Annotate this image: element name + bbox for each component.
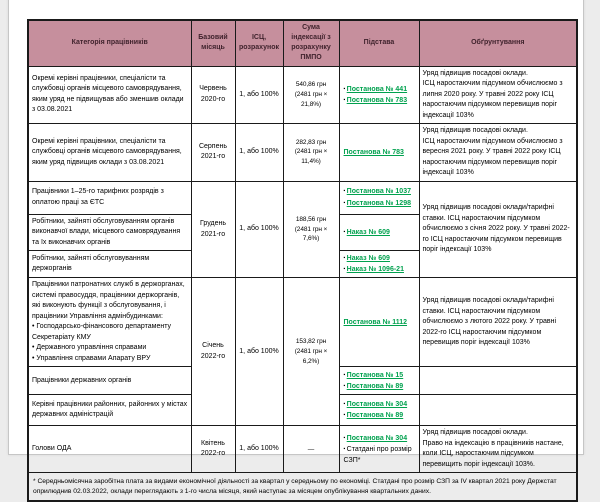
basis-link[interactable]: Постанова № 89 (346, 412, 404, 420)
footnote-row (28, 473, 577, 501)
base-month-cell: Червень 2020-го (191, 66, 235, 124)
basis-cell (339, 214, 419, 251)
icp-cell: 1, або 100% (235, 278, 283, 426)
basis-item (344, 410, 416, 421)
basis-item (344, 186, 416, 197)
indexation-table (27, 19, 578, 502)
basis-item (344, 227, 416, 238)
category-cell: Окремі керівні працівники, спеціалісти та службовці органів місцевого самоврядування, яким уряд підвищив оклади з 03.08.2021 (28, 124, 191, 182)
basis-text: Статдані про розмір СЗП* (343, 445, 412, 465)
category-cell: Робітники, зайняті обслуговуванням держорганів (28, 251, 191, 278)
basis-item (344, 381, 416, 392)
basis-link[interactable]: Постанова № 1298 (346, 199, 411, 207)
justification-cell: Уряд підвищив посадові оклади/тарифні ставки. ІСЦ наростаючим підсумком обчислюємо з лютого 2022 року. У травні 2022-го ІСЦ наростаючим підсумком перевищив поріг індексації 103% (419, 278, 577, 367)
category-cell: Окремі керівні працівники, спеціалісти та службовці органів місцевого самоврядування, яким уряд не підвищував або зменшив оклади з 03.08.2021 (28, 66, 191, 124)
basis-item (344, 370, 416, 381)
category-cell: Працівники патронатних служб в держорганах, системі правосуддя, працівники держорганів, які виконують функції з обслуговування, і працівники Управління адмінбудинками: • Господарсько-фінансового департаменту Секретаріату КМУ • Державного управління справами • Управління справами Апарату ВРУ (28, 278, 191, 367)
justification-cell-empty (419, 395, 577, 426)
col-header-icp: ІСЦ, розрахунок (235, 20, 283, 66)
basis-item (344, 198, 416, 209)
basis-cell (339, 367, 419, 395)
table-row (28, 66, 577, 124)
base-month-cell: Квітень 2022-го (191, 426, 235, 473)
basis-cell (339, 124, 419, 182)
basis-link[interactable]: Постанова № 304 (346, 434, 408, 442)
category-cell: Робітники, зайняті обслуговуванням органів виконавчої влади, місцевого самоврядування та їх виконавчих органів (28, 214, 191, 251)
base-month-cell: Січень 2022-го (191, 278, 235, 426)
basis-item (344, 84, 416, 95)
category-cell: Працівники державних органів (28, 367, 191, 395)
basis-link[interactable]: Наказ № 609 (346, 228, 390, 236)
justification-cell: Уряд підвищив посадові оклади. Право на індексацію в працівників настане, коли ІСЦ, наростаючим підсумком перевищить поріг індексації 103%. (419, 426, 577, 473)
basis-item (344, 147, 416, 158)
document-body (9, 0, 583, 502)
basis-link[interactable]: Постанова № 1037 (346, 188, 411, 196)
basis-link[interactable]: Постанова № 89 (346, 382, 404, 390)
basis-link[interactable]: Наказ № 1096-21 (346, 266, 404, 274)
sum-cell: 540,86 грн (2481 грн × 21,8%) (283, 66, 339, 124)
col-header-basis: Підстава (339, 20, 419, 66)
justification-cell: Уряд підвищив посадові оклади/тарифні ставки. ІСЦ наростаючим підсумком обчислюємо з січня 2022 року. У травні 2022-го ІСЦ наростаючим підсумком перевищив поріг індексації 103% (419, 181, 577, 278)
basis-item (344, 253, 416, 264)
table-row (28, 181, 577, 214)
basis-cell (339, 278, 419, 367)
basis-link[interactable]: Постанова № 15 (346, 371, 404, 379)
icp-cell: 1, або 100% (235, 124, 283, 182)
table-header-row (28, 20, 577, 66)
basis-link[interactable]: Постанова № 304 (346, 401, 408, 409)
icp-cell: 1, або 100% (235, 426, 283, 473)
basis-link[interactable]: Постанова № 783 (343, 148, 404, 156)
sum-cell: 153,82 грн (2481 грн × 6,2%) (283, 278, 339, 426)
icp-cell: 1, або 100% (235, 66, 283, 124)
basis-cell (339, 426, 419, 473)
footnote-text: * Середньомісячна заробітна плата за видами економічної діяльності за квартал у середньому по економіці. Статдані про розмір СЗП за IV квартал 2021 року Держстат оприлюднив 02.03.2022, оклади переглядають з 1-го числа місяця, який наступає за місяцем опублікування квартальних даних. (28, 473, 577, 501)
basis-cell (339, 66, 419, 124)
basis-link[interactable]: Наказ № 609 (346, 255, 390, 263)
basis-cell (339, 251, 419, 278)
document-page (8, 0, 584, 495)
basis-cell (339, 395, 419, 426)
category-cell: Керівні працівники районних, районних у містах державних адміністрацій (28, 395, 191, 426)
category-cell: Голови ОДА (28, 426, 191, 473)
basis-item (344, 399, 416, 410)
basis-item (344, 95, 416, 106)
basis-item (344, 433, 416, 444)
basis-item (344, 444, 416, 466)
basis-item (344, 317, 416, 328)
icp-cell: 1, або 100% (235, 181, 283, 278)
base-month-cell: Грудень 2021-го (191, 181, 235, 278)
sum-cell: — (283, 426, 339, 473)
basis-link[interactable]: Постанова № 783 (346, 96, 408, 104)
sum-cell: 282,83 грн (2481 грн × 11,4%) (283, 124, 339, 182)
col-header-sum: Сума індексації з розрахунку ПМПО (283, 20, 339, 66)
sum-cell: 188,56 грн (2481 грн × 7,6%) (283, 181, 339, 278)
col-header-justification: Обґрунтування (419, 20, 577, 66)
table-row (28, 426, 577, 473)
justification-cell: Уряд підвищив посадові оклади. ІСЦ наростаючим підсумком обчислюємо з липня 2020 року. У травні 2022 року ІСЦ наростаючим підсумком перевищив поріг індексації 103% (419, 66, 577, 124)
table-row (28, 278, 577, 367)
basis-link[interactable]: Постанова № 1112 (343, 318, 408, 326)
justification-cell-empty (419, 367, 577, 395)
justification-cell: Уряд підвищив посадові оклади. ІСЦ наростаючим підсумком обчислюємо з вересня 2021 року. У травні 2022 року ІСЦ наростаючим підсумком перевищив поріг індексації 103% (419, 124, 577, 182)
category-cell: Працівники 1–25-го тарифних розрядів з оплатою праці за ЄТС (28, 181, 191, 214)
base-month-cell: Серпень 2021-го (191, 124, 235, 182)
col-header-base-month: Базовий місяць (191, 20, 235, 66)
basis-item (344, 264, 416, 275)
col-header-category: Категорія працівників (28, 20, 191, 66)
basis-link[interactable]: Постанова № 441 (346, 85, 408, 93)
table-row (28, 124, 577, 182)
basis-cell (339, 181, 419, 214)
